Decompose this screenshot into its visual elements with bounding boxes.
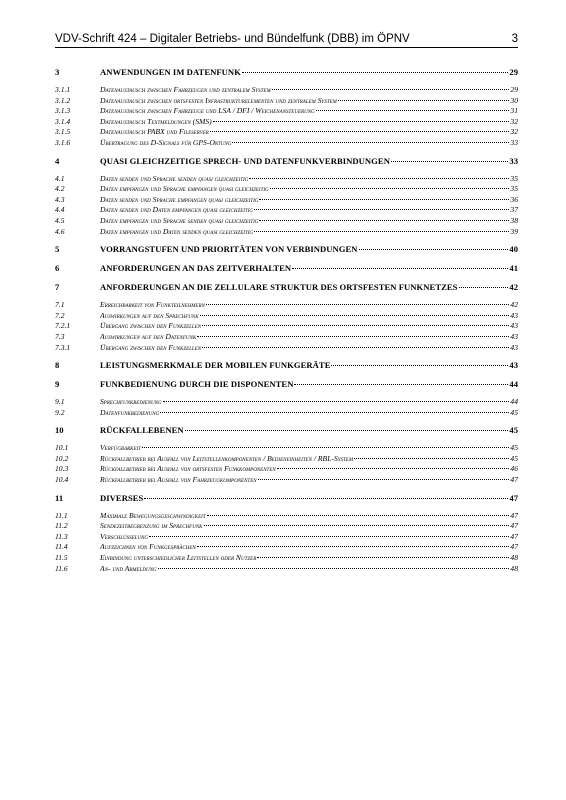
toc-entry-number: 5 [55, 244, 60, 255]
toc-entry-number: 11.6 [55, 563, 68, 573]
toc-entry-title: Verfügbarkeit [100, 443, 142, 453]
toc-entry-number: 7.3.1 [55, 342, 71, 352]
toc-entry-page: 43 [510, 331, 518, 341]
toc-entry-title: Datenaustausch zwischen Fahrzeuge und LSA / DFI / Weichenansteuerung [100, 106, 315, 116]
toc-section-entry[interactable] [55, 511, 518, 522]
toc-entry-page: 35 [510, 173, 518, 183]
toc-section-entry[interactable] [55, 227, 518, 238]
toc-entry-number: 3.1.6 [55, 137, 71, 147]
toc-dot-leader [459, 287, 509, 288]
toc-entry-number: 10.1 [55, 443, 69, 453]
toc-entry-number: 8 [55, 360, 60, 371]
toc-entry-title: LEISTUNGSMERKMALE DER MOBILEN FUNKGERÄTE [100, 360, 331, 371]
toc-entry-title: Übergang zwischen den Funkzellen [100, 342, 202, 352]
toc-entry-page: 32 [510, 127, 518, 137]
toc-dot-leader [259, 220, 509, 221]
toc-section-entry[interactable] [55, 443, 518, 454]
toc-section-entry[interactable] [55, 127, 518, 138]
toc-entry-number: 11.4 [55, 542, 68, 552]
toc-entry-number: 7.3 [55, 331, 65, 341]
toc-dot-leader [202, 347, 509, 348]
toc-entry-title: Sendezeitbegrenzung im Sprechfunk [100, 521, 203, 531]
toc-chapter-entry[interactable] [55, 281, 518, 293]
toc-dot-leader [391, 161, 508, 162]
toc-entry-title: Datenaustausch Textmeldungen (SMS) [100, 116, 212, 126]
toc-entry-number: 4.4 [55, 205, 65, 215]
toc-entry-title: ANFORDERUNGEN AN DAS ZEITVERHALTEN [100, 263, 292, 274]
toc-entry-page: 48 [510, 553, 518, 563]
toc-section-entry[interactable] [55, 521, 518, 532]
toc-section-entry[interactable] [55, 138, 518, 149]
toc-section-entry[interactable] [55, 117, 518, 128]
toc-dot-leader [249, 178, 509, 179]
toc-entry-page: 43 [510, 321, 518, 331]
toc-section-entry[interactable] [55, 542, 518, 553]
toc-chapter-entry[interactable] [55, 359, 518, 371]
toc-entry-title: Datenaustausch PABX und Fileserver [100, 127, 209, 137]
toc-dot-leader [206, 304, 510, 305]
toc-dot-leader [197, 546, 510, 547]
toc-entry-page: 39 [510, 226, 518, 236]
toc-chapter-entry[interactable] [55, 155, 518, 167]
toc-section-entry[interactable] [55, 553, 518, 564]
toc-entry-number: 7.2 [55, 310, 65, 320]
toc-entry-number: 3.1.1 [55, 85, 71, 94]
toc-dot-leader [277, 468, 510, 469]
toc-entry-page: 44 [510, 397, 518, 407]
toc-section-entry[interactable] [55, 332, 518, 343]
toc-entry-page: 45 [510, 453, 518, 463]
toc-dot-leader [254, 231, 509, 232]
toc-entry-page: 43 [509, 360, 518, 371]
toc-section-entry[interactable] [55, 564, 518, 575]
toc-dot-leader [292, 268, 508, 269]
toc-entry-title: Daten empfangen und Sprache senden quasi gleichzeitig [100, 215, 259, 225]
toc-entry-title: Daten senden und Sprache empfangen quasi gleichzeitig [100, 194, 259, 204]
toc-entry-title: Daten empfangen und Daten senden quasi gleichzeitig [100, 226, 254, 236]
toc-section-entry[interactable] [55, 106, 518, 117]
toc-dot-leader [338, 100, 510, 101]
toc-dot-leader [204, 525, 510, 526]
toc-entry-title: Sprechfunkbedienung [100, 397, 162, 407]
toc-dot-leader [354, 458, 509, 459]
toc-section-entry[interactable] [55, 454, 518, 465]
toc-entry-title: Auswirkungen auf den Sprechfunk [100, 310, 199, 320]
toc-entry-page: 43 [510, 342, 518, 352]
toc-dot-leader [185, 430, 509, 431]
toc-dot-leader [163, 401, 510, 402]
toc-chapter-entry[interactable] [55, 378, 518, 390]
toc-entry-page: 29 [510, 85, 518, 94]
toc-entry-page: 42 [509, 282, 518, 293]
toc-entry-page: 46 [510, 464, 518, 474]
toc-section-entry[interactable] [55, 216, 518, 227]
toc-dot-leader [158, 568, 510, 569]
toc-chapter-entry[interactable] [55, 262, 518, 274]
toc-entry-page: 29 [509, 67, 518, 77]
toc-entry-title: Rückfallbetrieb bei Ausfall von ortsfesten Funkkomponenten [100, 464, 276, 474]
toc-entry-number: 10.4 [55, 475, 69, 485]
toc-entry-page: 33 [509, 155, 518, 166]
toc-entry-page: 41 [509, 263, 518, 274]
toc-dot-leader [294, 384, 508, 385]
toc-entry-title: Daten senden und Daten empfangen quasi gleichzeitig [100, 205, 254, 215]
toc-section-entry[interactable] [55, 397, 518, 408]
toc-entry-number: 4.6 [55, 226, 65, 236]
toc-section-entry[interactable] [55, 311, 518, 322]
toc-entry-page: 47 [510, 510, 518, 520]
toc-dot-leader [257, 557, 509, 558]
toc-entry-number: 11.3 [55, 531, 68, 541]
page-number: 3 [511, 33, 518, 45]
toc-entry-number: 10.2 [55, 453, 69, 463]
toc-dot-leader [254, 209, 509, 210]
toc-entry-page: 38 [510, 215, 518, 225]
toc-entry-page: 45 [510, 443, 518, 453]
toc-entry-number: 11.1 [55, 510, 68, 520]
toc-entry-number: 4.1 [55, 173, 65, 183]
toc-entry-number: 7 [55, 282, 60, 293]
toc-entry-title: RÜCKFALLEBENEN [100, 425, 184, 436]
toc-section-entry[interactable] [55, 343, 518, 354]
toc-dot-leader [202, 325, 509, 326]
toc-entry-page: 36 [510, 194, 518, 204]
page-header [55, 33, 518, 48]
toc-section-entry[interactable] [55, 205, 518, 216]
toc-section-entry[interactable] [55, 532, 518, 543]
toc-entry-number: 9.1 [55, 397, 65, 407]
toc-entry-number: 10 [55, 425, 64, 436]
document-title: VDV-Schrift 424 – Digitaler Betriebs- und Bündelfunk (DBB) im ÖPNV [55, 33, 410, 45]
toc-entry-title: Rückfallbetrieb bei Ausfall von Fahrzeugkomponenten [100, 475, 257, 485]
toc-entry-number: 3.1.2 [55, 95, 71, 105]
toc-entry-page: 47 [510, 521, 518, 531]
toc-entry-number: 4.2 [55, 184, 65, 194]
toc-dot-leader [160, 412, 509, 413]
toc-section-entry[interactable] [55, 408, 518, 419]
toc-entry-number: 3.1.5 [55, 127, 71, 137]
toc-entry-page: 47 [510, 531, 518, 541]
toc-dot-leader [149, 536, 509, 537]
toc-entry-number: 4 [55, 155, 60, 166]
toc-section-entry[interactable] [55, 464, 518, 475]
toc-entry-page: 42 [510, 300, 518, 310]
toc-entry-number: 4.3 [55, 194, 65, 204]
toc-entry-title: ANWENDUNGEN IM DATENFUNK [100, 67, 241, 77]
toc-entry-number: 10.3 [55, 464, 69, 474]
toc-dot-leader [142, 447, 509, 448]
toc-entry-page: 31 [510, 106, 518, 116]
toc-chapter-entry[interactable] [55, 424, 518, 436]
toc-entry-title: DIVERSES [100, 492, 144, 503]
toc-entry-number: 11.5 [55, 553, 68, 563]
toc-entry-number: 9.2 [55, 407, 65, 417]
toc-entry-number: 3.1.4 [55, 116, 71, 126]
toc-entry-page: 43 [510, 310, 518, 320]
toc-dot-leader [270, 188, 510, 189]
toc-dot-leader [242, 72, 508, 73]
toc-entry-title: Einbindung unterschiedlicher Leitstellen oder Nutzer [100, 553, 257, 563]
toc-entry-title: QUASI GLEICHZEITIGE SPRECH- UND DATENFUNKVERBINDUNGEN [100, 155, 390, 166]
toc-entry-number: 9 [55, 379, 60, 390]
toc-entry-page: 44 [509, 379, 518, 390]
toc-entry-number: 7.2.1 [55, 321, 71, 331]
toc-entry-number: 3 [55, 67, 60, 77]
toc-chapter-entry[interactable] [55, 243, 518, 255]
toc-entry-page: 37 [510, 205, 518, 215]
toc-dot-leader [144, 498, 508, 499]
toc-entry-number: 7.1 [55, 300, 65, 310]
toc-section-entry[interactable] [55, 475, 518, 486]
toc-entry-title: Daten empfangen und Sprache empfangen quasi gleichzeitig [100, 184, 269, 194]
toc-entry-page: 48 [510, 563, 518, 573]
toc-section-entry[interactable] [55, 85, 518, 96]
toc-dot-leader [210, 131, 510, 132]
toc-entry-number: 11 [55, 492, 64, 503]
toc-dot-leader [207, 515, 510, 516]
toc-entry-title: Übertragung des D-Signals für GPS-Ortung [100, 137, 232, 147]
toc-dot-leader [232, 142, 509, 143]
toc-section-entry[interactable] [55, 174, 518, 185]
toc-chapter-entry[interactable] [55, 492, 518, 504]
toc-entry-page: 32 [510, 116, 518, 126]
toc-dot-leader [331, 365, 508, 366]
toc-dot-leader [213, 121, 510, 122]
toc-entry-page: 47 [510, 475, 518, 485]
toc-entry-page: 30 [510, 95, 518, 105]
toc-dot-leader [316, 110, 510, 111]
toc-entry-number: 4.5 [55, 215, 65, 225]
toc-entry-title: Datenaustausch zwischen ortsfesten Infrastrukturelementen und zentralem System [100, 95, 337, 105]
toc-entry-page: 33 [510, 137, 518, 147]
toc-entry-title: Rückfallbetrieb bei Ausfall von Leitstellenkomponenten / Bedieneinheiten / RBL-System [100, 453, 354, 463]
toc-entry-page: 40 [509, 244, 518, 255]
toc-entry-page: 45 [509, 425, 518, 436]
toc-entry-title: Auswirkungen auf den Datenfunk [100, 331, 197, 341]
toc-dot-leader [258, 479, 510, 480]
toc-entry-number: 11.2 [55, 521, 68, 531]
toc-section-entry[interactable] [55, 300, 518, 311]
toc-dot-leader [272, 89, 510, 90]
toc-section-entry[interactable] [55, 96, 518, 107]
toc-entry-title: An- und Abmeldung [100, 563, 157, 573]
toc-dot-leader [197, 336, 509, 337]
toc-dot-leader [259, 199, 509, 200]
toc-entry-title: Datenaustausch zwischen Fahrzeugen und zentralem System [100, 85, 271, 94]
toc-entry-title: Datenfunkbedienung [100, 407, 160, 417]
toc-entry-title: Verschlüsselung [100, 531, 148, 541]
toc-dot-leader [200, 315, 510, 316]
toc-entry-title: ANFORDERUNGEN AN DIE ZELLULARE STRUKTUR DES ORTSFESTEN FUNKNETZES [100, 282, 458, 293]
toc-entry-page: 47 [509, 492, 518, 503]
toc-entry-title: FUNKBEDIENUNG DURCH DIE DISPONENTEN [100, 379, 294, 390]
toc-dot-leader [359, 249, 509, 250]
toc-entry-title: Übergang zwischen den Funkzellen [100, 321, 202, 331]
toc-section-entry[interactable] [55, 195, 518, 206]
toc-section-entry[interactable] [55, 321, 518, 332]
table-of-contents [55, 66, 518, 574]
toc-entry-page: 35 [510, 184, 518, 194]
toc-entry-title: Maximale Bewegungsgeschwindigkeit [100, 510, 206, 520]
toc-entry-page: 45 [510, 407, 518, 417]
toc-entry-title: Erreichbarkeit von Funkteilnehmern [100, 300, 205, 310]
toc-entry-title: VORRANGSTUFEN UND PRIORITÄTEN VON VERBINDUNGEN [100, 244, 358, 255]
toc-entry-number: 6 [55, 263, 60, 274]
toc-entry-title: Aufzeichnen von Funkgesprächen [100, 542, 196, 552]
toc-entry-title: Daten senden und Sprache senden quasi gleichzeitig [100, 173, 249, 183]
toc-entry-page: 47 [510, 542, 518, 552]
toc-entry-number: 3.1.3 [55, 106, 71, 116]
toc-chapter-entry[interactable] [55, 66, 518, 78]
toc-section-entry[interactable] [55, 184, 518, 195]
